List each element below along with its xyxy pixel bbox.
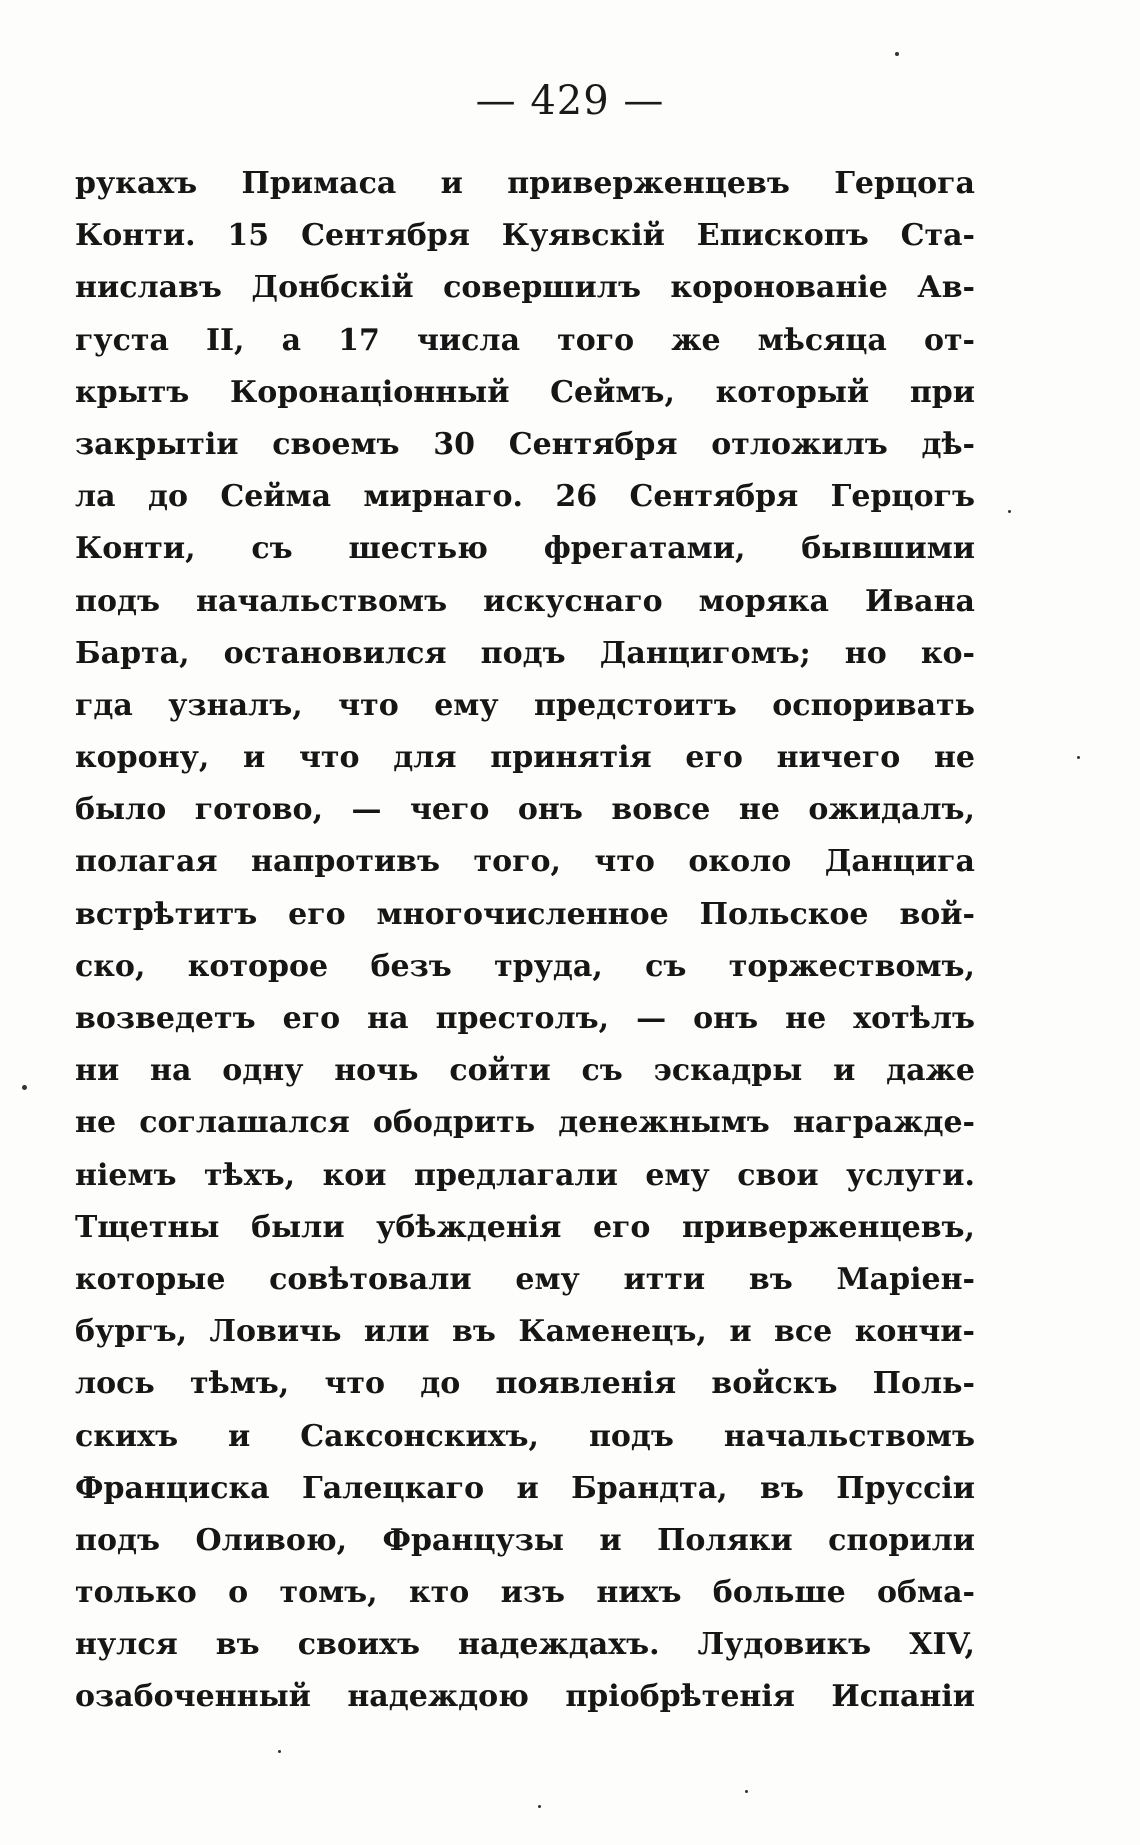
scan-speck bbox=[895, 52, 899, 56]
text-line: не соглашался ободрить денежнымъ награжде- bbox=[75, 1105, 975, 1141]
scan-speck bbox=[278, 1750, 281, 1753]
text-line: закрытіи своемъ 30 Сентября отложилъ дѣ- bbox=[75, 426, 975, 462]
text-line: гда узналъ, что ему предстоитъ оспоривать bbox=[75, 687, 975, 723]
text-line: ско, которое безъ труда, съ торжествомъ, bbox=[75, 948, 975, 984]
text-line: густа II, а 17 числа того же мѣсяца от- bbox=[75, 322, 975, 358]
text-line: ла до Сейма мирнаго. 26 Сентября Герцогъ bbox=[75, 479, 975, 515]
scan-speck bbox=[1008, 510, 1011, 513]
scan-speck bbox=[22, 1085, 27, 1090]
text-line: ни на одну ночь сойти съ эскадры и даже bbox=[75, 1053, 975, 1089]
text-line: корону, и что для принятія его ничего не bbox=[75, 740, 975, 776]
text-line: лось тѣмъ, что до появленія войскъ Поль- bbox=[75, 1366, 975, 1402]
scan-speck bbox=[1077, 756, 1080, 759]
scan-speck bbox=[538, 1805, 541, 1808]
text-line: Барта, остановился подъ Данцигомъ; но ко- bbox=[75, 635, 975, 671]
text-line: было готово, — чего онъ вовсе не ожидалъ, bbox=[75, 792, 975, 828]
text-line: Тщетны были убѣжденія его приверженцевъ, bbox=[75, 1209, 975, 1245]
text-line: Конти. 15 Сентября Куявскій Епископъ Ста- bbox=[75, 218, 975, 254]
text-line: Конти, съ шестью фрегатами, бывшими bbox=[75, 531, 975, 567]
text-line: озабоченный надеждою пріобрѣтенія Испаніи bbox=[75, 1679, 975, 1715]
body-text bbox=[75, 158, 975, 1724]
text-line: нулся въ своихъ надеждахъ. Лудовикъ XIV, bbox=[75, 1627, 975, 1663]
text-line: подъ Оливою, Французы и Поляки спорили bbox=[75, 1522, 975, 1558]
text-line: подъ начальствомъ искуснаго моряка Ивана bbox=[75, 583, 975, 619]
text-line: Франциска Галецкаго и Брандта, въ Пруссіи bbox=[75, 1470, 975, 1506]
text-line: ниславъ Донбскій совершилъ коронованіе Ав- bbox=[75, 270, 975, 306]
text-line: полагая напротивъ того, что около Данцига bbox=[75, 844, 975, 880]
text-line: встрѣтитъ его многочисленное Польское вой- bbox=[75, 896, 975, 932]
scan-speck bbox=[745, 1790, 748, 1793]
text-line: рукахъ Примаса и приверженцевъ Герцога bbox=[75, 166, 975, 201]
text-line: скихъ и Саксонскихъ, подъ начальствомъ bbox=[75, 1418, 975, 1454]
text-line: которые совѣтовали ему итти въ Маріен- bbox=[75, 1261, 975, 1297]
text-line: возведетъ его на престолъ, — онъ не хотѣлъ bbox=[75, 1001, 975, 1036]
text-line: бургъ, Ловичь или въ Каменецъ, и все кончи- bbox=[75, 1314, 975, 1350]
text-line: только о томъ, кто изъ нихъ больше обма- bbox=[75, 1575, 975, 1611]
page-number: — 429 — bbox=[475, 78, 665, 124]
text-line: ніемъ тѣхъ, кои предлагали ему свои услуги. bbox=[75, 1157, 975, 1193]
text-line: крытъ Коронаціонный Сеймъ, который при bbox=[75, 374, 975, 410]
